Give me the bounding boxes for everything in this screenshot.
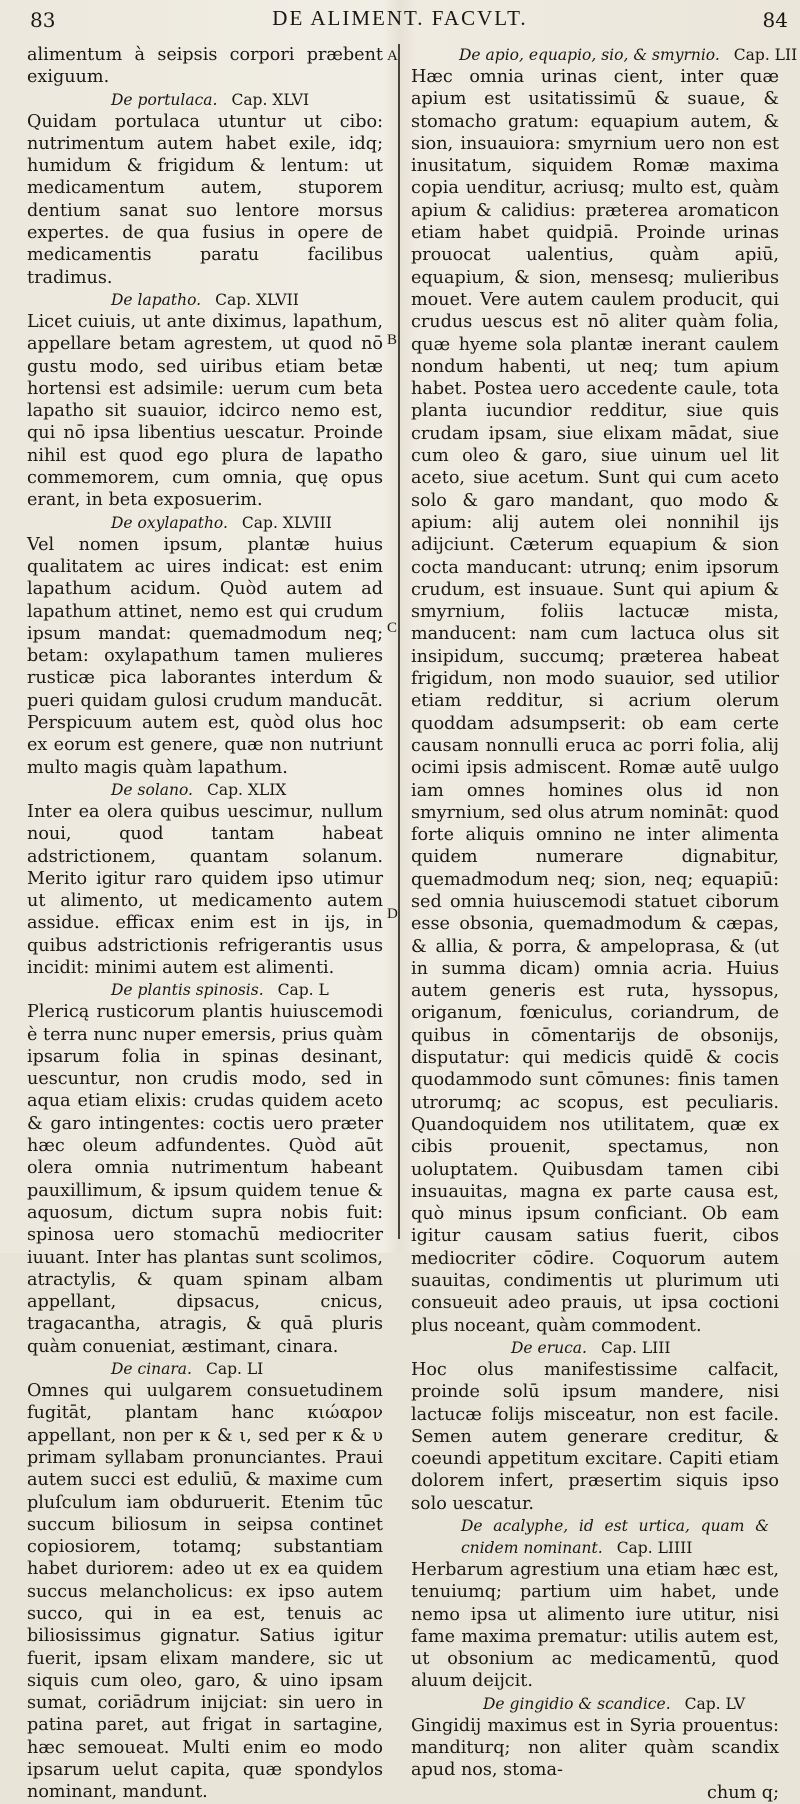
chapter-heading [411,1693,779,1715]
margin-letter-d: D [387,906,398,922]
page-number-right: 84 [762,8,788,32]
chapter-title: De solano. [111,780,193,799]
left-column [27,44,383,1804]
chapter-title: De eruca. [511,1338,587,1357]
chapter-heading [27,779,383,801]
chapter-heading [411,1337,779,1359]
chapter-number: Cap. XLVII [215,290,299,309]
margin-letter-c: C [387,620,398,636]
paragraph: Vel nomen ipsum, plantæ huius qualitatem ac uires indicat: est enim lapathum acidum. Quòd autem ad lapathum attinet, nemo est qui crudum ipsum mandat: quemadmodum neq; betam: oxylapathum tamen mulieres rusticæ pica laborantes interdum & pueri quidam gulosi crudum manducāt. Perspicuum autem est, quòd olus hoc ex eorum est genere, quæ non nutriunt multo magis quàm lapathum. [27,534,383,778]
right-column [411,44,798,1804]
chapter-number: Cap. L [277,981,329,1000]
paragraph: Omnes qui uulgarem consuetudinem fugitāt, plantam hanc κιώαρον appellant, non per κ & ι, sed per κ & υ primam syllabam pronunciantes. Praui autem succi est eduliū, & maxime cum pluſculum iam obduruerit. Etenim tūc succum biliosum in seipsa continet copiosiorem, totamq; substantiam habet duriorem: adeo ut ex ea quidem succus melancholicus: ex ipso autem succo, qui in ea est, tenuis ac biliosissimus gignatur. Satius igitur fuerit, ipsam elixam mandere, sic ut siquis cum oleo, garo, & uino ipsam sumat, coriādrum inijciat: sin uero in patina paret, aut frigat in sartagine, hæc semoueat. Multi enim eo modo ipsarum uelut capita, quæ spondylos nominant, mandunt. [27,1381,383,1803]
chapter-number: Cap. XLVI [231,90,310,109]
paragraph: Inter ea olera quibus uescimur, nullum noui, quod tantam habeat adstrictionem, quantam solanum. Merito igitur raro quidem ipso utimur ut alimento, ut medicamento autem assidue. efficax enim est in ijs, in quibus adstrictionis refrigerantis usus incidit: minimi autem est alimenti. [27,801,383,978]
catchword: chum q; [707,1782,779,1803]
chapter-number: Cap. LII [733,46,798,64]
chapter-heading [411,1515,779,1559]
chapter-heading [27,979,383,1001]
paragraph: Hoc olus manifestissime calfacit, proinde solū ipsum mandere, nisi lactucæ folijs misceatur, non est facile. Semen autem generare creditur, & coeundi appetitum excitare. Capiti etiam dolorem infert, præsertim siquis ipso solo uescatur. [411,1359,779,1514]
chapter-number: Cap. LV [684,1694,746,1713]
chapter-heading [27,1358,383,1380]
chapter-title: De acalyphe, id est urtica, quam & cnidem nominant. [461,1517,769,1557]
chapter-title: De portulaca. [111,90,218,109]
chapter-number: Cap. LIIII [616,1539,693,1557]
chapter-title: De apio, equapio, sio, & smyrnio. [459,46,720,64]
paragraph: Licet cuiuis, ut ante diximus, lapathum, appellare betam agrestem, ut quod nō gustu modo, sed uiribus etiam betæ hortensi est adsimile: uerum cum beta lapatho sit suauior, idcirco nemo est, qui nō ipsa libentius uescatur. Proinde nihil est quod ego plura de lapatho commemorem, cum omnia, quę opus erant, in beta exposuerim. [27,311,383,511]
chapter-title: De cinara. [111,1360,192,1379]
page-header [0,0,800,40]
chapter-heading [27,512,383,534]
page-number-left: 83 [30,8,56,32]
chapter-heading [411,44,798,66]
paragraph: Gingidij maximus est in Syria prouentus: manditurq; non aliter quàm scandix apud nos, stoma- [411,1715,779,1781]
chapter-title: De plantis spinosis. [111,981,264,1000]
paragraph: Plericą rusticorum plantis huiuscemodi è terra nunc nuper emersis, prius quàm ipsarum folia in spinas desinant, uescuntur, non crudis modo, sed in aqua etiam elixis: crudas quidem aceto & garo intingentes: coctis uero præter hæc oleum adfundentes. Quòd aūt olera omnia nutrimentum habeant pauxillimum, & ipsum quidem tenue & aquosum, dictum supra nobis fuit: spinosa uero stomachū mediocriter iuuant. Inter has plantas sunt scolimos, atractylis, & quam spinam albam appellant, dipsacus, cnicus, tragacantha, atragis, & quā pluris quàm conueniat, æstimant, cinara. [27,1002,383,1357]
paragraph: Quidam portulaca utuntur ut cibo: nutrimentum autem habet exile, idq; humidum & frigidum & lentum: ut medicamentum autem, stuporem dentium sanat suo lentore morsus expertes. de qua fusius in opere de medicamentis paratu facilibus tradimus. [27,111,383,288]
chapter-number: Cap. XLIX [206,780,287,799]
chapter-number: Cap. XLVIII [241,513,332,532]
column-rule [398,44,400,1239]
chapter-number: Cap. LIII [600,1338,671,1357]
chapter-title: De gingidio & scandice. [483,1694,671,1713]
chapter-number: Cap. LI [205,1360,264,1379]
chapter-title: De oxylapatho. [111,513,228,532]
chapter-heading [27,289,383,311]
running-title: DE ALIMENT. FACVLT. [272,6,528,30]
margin-letter-b: B [387,332,398,348]
margin-letter-a: A [387,48,398,64]
paragraph: alimentum à seipsis corpori præbent exiguum. [27,45,383,88]
paragraph: Hæc omnia urinas cient, inter quæ apium est usitatissimū & suaue, & stomacho gratum: equapium autem, & sion, insuauiora: smyrnium uero non est inusitatum, siquidem Romæ maxima copia uenditur, acriusq; multo est, quàm apium & calidius: præterea aromaticon etiam habet quidpiā. Proinde urinas prouocat ualentius, quàm apiū, equapium, & sion, mensesq; mulieribus mouet. Vere autem caulem producit, qui crudus uescus est nō aliter quàm folia, quæ hyeme sola plantæ inerant caulem nondum habenti, ut neq; tum apium habet. Postea uero accedente caule, tota planta iucundior redditur, siue quis crudam ipsam, siue elixam mādat, siue cum oleo & garo, siue uinum uel lit aceto, siue acetum. Sunt qui cum aceto solo & garo mandant, quo modo & apium: alij autem olei nonnihil ijs adijciunt. Cæterum equapium & sion cocta manducant: utrunq; enim ipsorum crudum, est insuaue. Sunt qui apium & smyrnium, foliis lactucæ mista, manducent: nam cum lactuca olus sit insipidum, succumq; præterea habeat frigidum, non modo suauior, sed utilior etiam redditur, si acrium olerum quoddam adsumpserit: ob eam certe causam nonnulli eruca ac porri folia, alij ocimi ipsis admiscent. Romæ autē uulgo iam omnes homines olus id non smyrnium, sed olus atrum nomināt: quod forte aliquis omnino ne inter alimenta quidem numerare dignabitur, quemadmodum neq; sion, neq; equapiū: sed omnia huiuscemodi statuet ciborum esse obsonia, quemadmodum & cæpas, & allia, & porra, & ampeloprasa, & (ut in summa dicam) omnia acria. Huius autem generis est ruta, hyssopus, origanum, fœniculus, coriandrum, de quibus in cōmentarijs de obsonijs, disputatur: qui medicis quidē & cocis quodammodo sunt cōmunes: finis tamen utrorumq; ac scopus, est peculiaris. Quandoquidem nos utilitatem, quæ ex cibis prouenit, spectamus, non uoluptatem. Quibusdam tamen cibi insuauitas, magna ex parte causa est, quò minus ipsum conficiant. Ob eam igitur causam satius fuerit, cibos mediocriter cōdire. Coquorum autem suauitas, condimentis ut plurimum uti consueuit adeo prauis, ut ipsa coctioni plus noceant, quàm commodent. [411,67,779,1336]
chapter-title: De lapatho. [111,290,202,309]
paragraph: Herbarum agrestium una etiam hæc est, tenuiumq; partium uim habet, unde nemo ipsa ut alimento iure utitur, nisi fame maxima prematur: utilis autem est, ut obsonium ac medicamentū, quod aluum deijcit. [411,1560,779,1692]
chapter-heading [27,89,383,111]
